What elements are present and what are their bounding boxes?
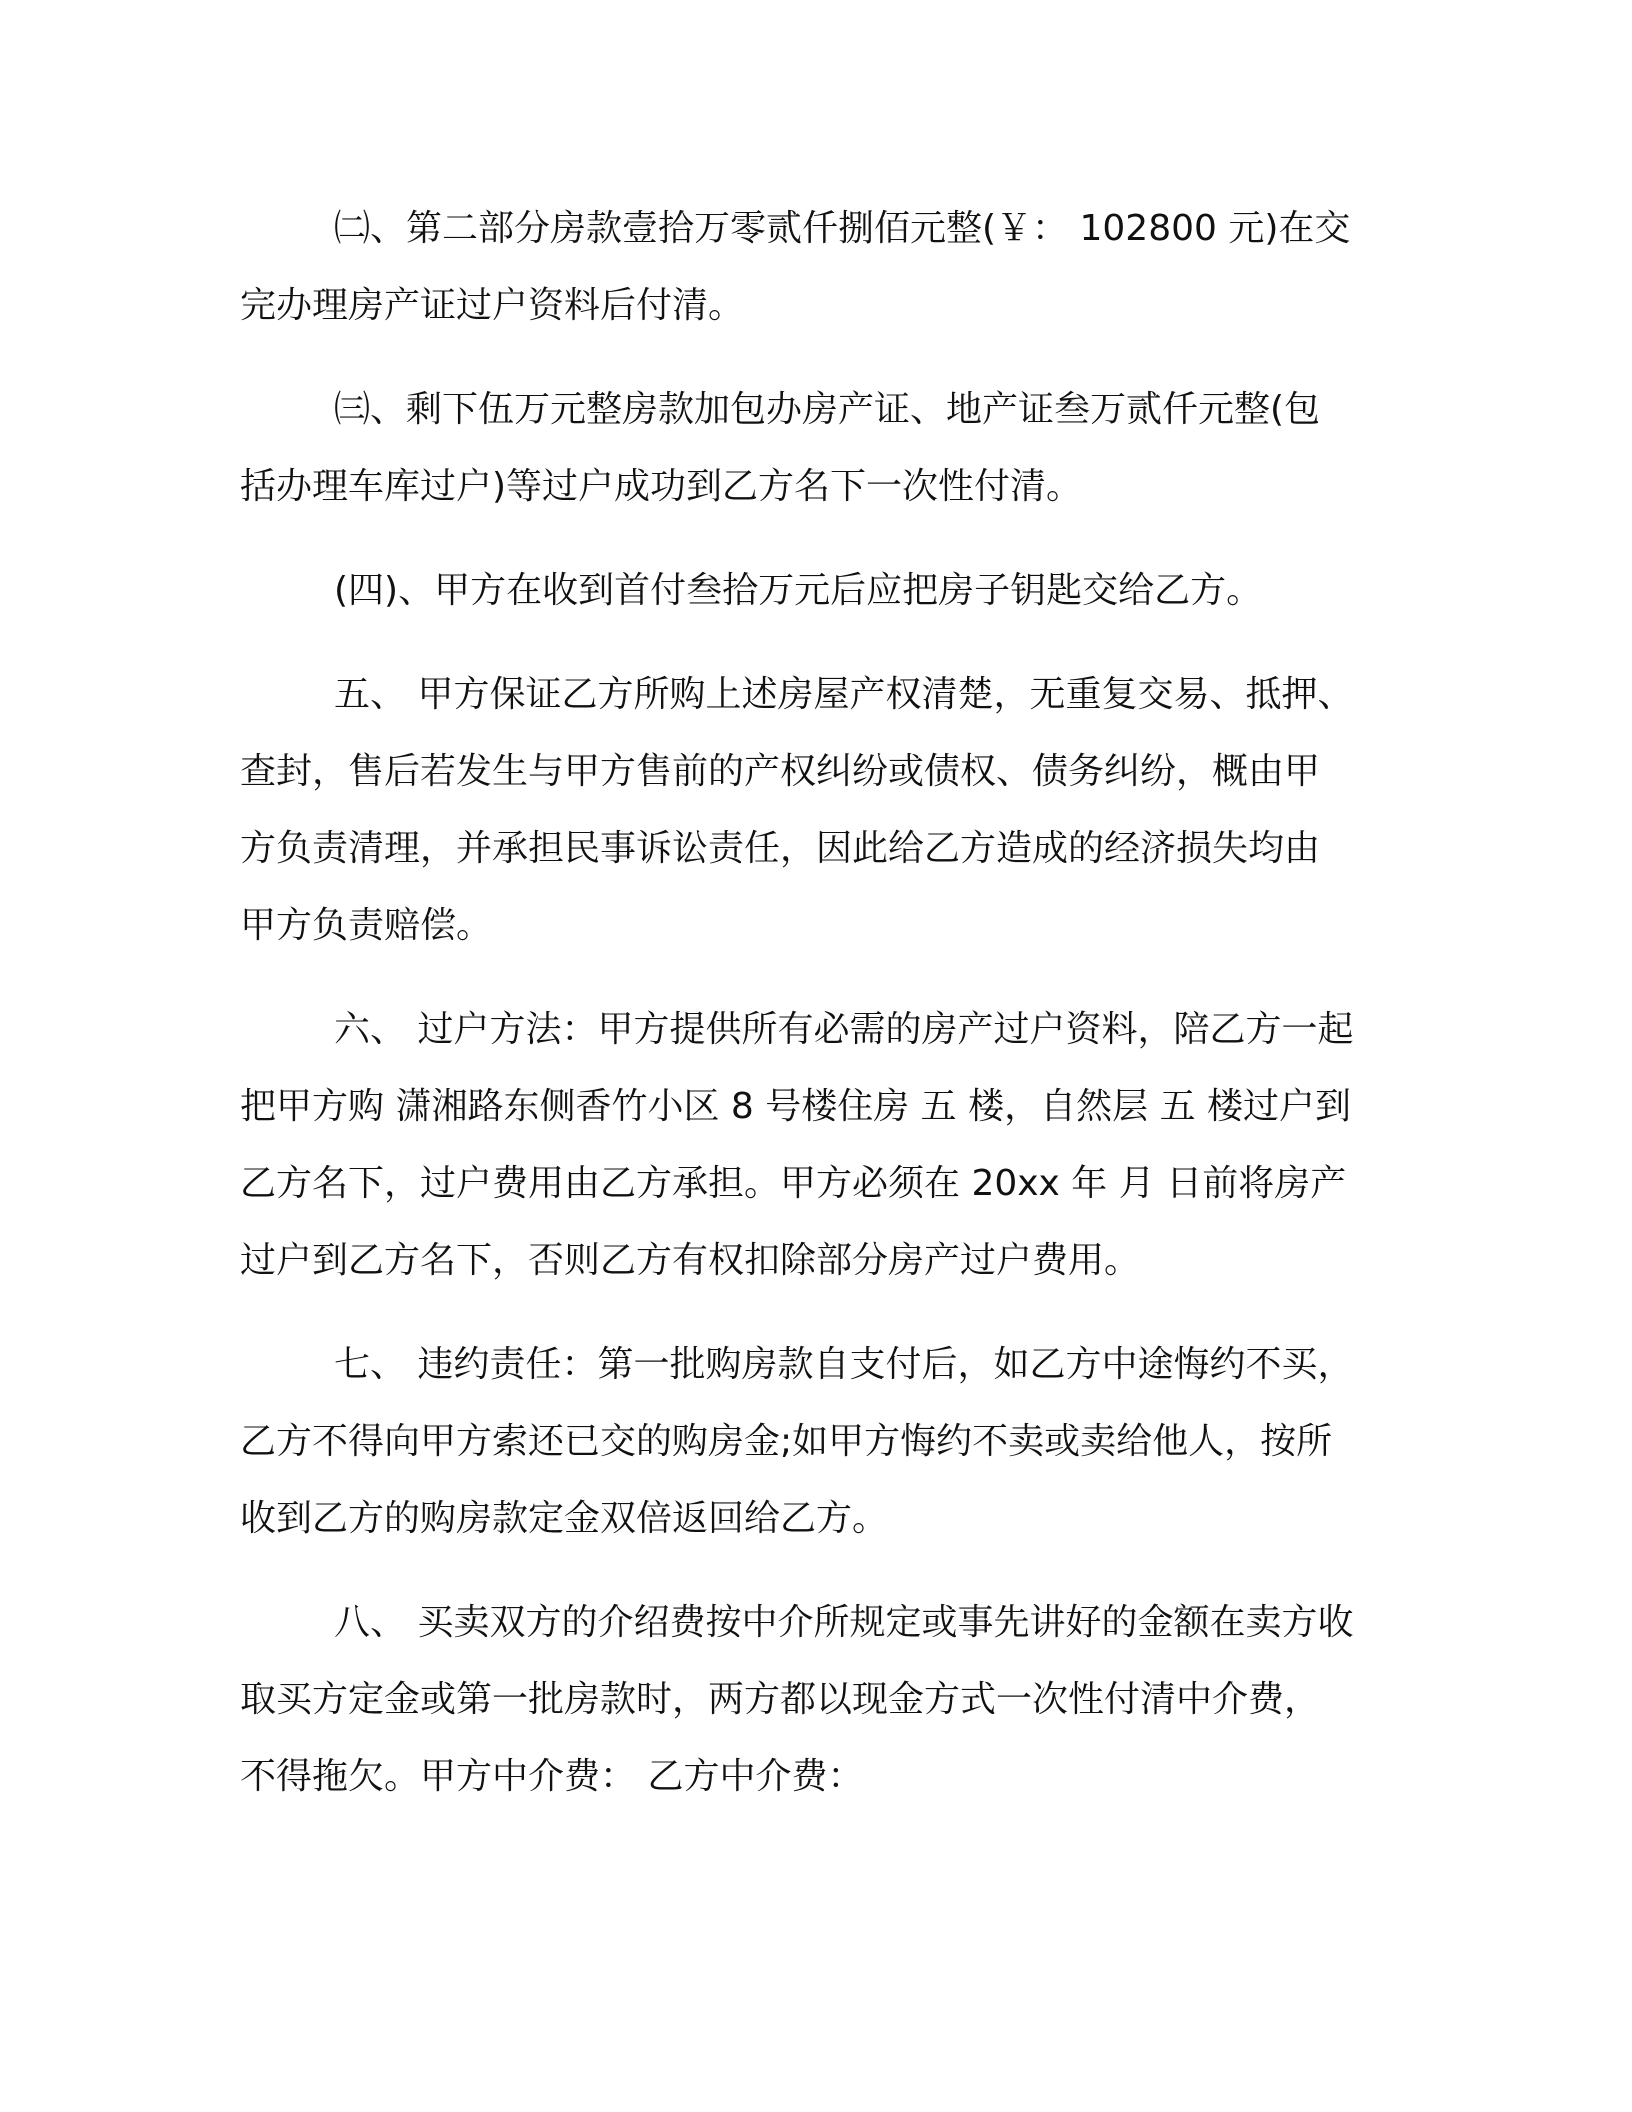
text-line: 七、 违约责任：第一批购房款自支付后，如乙方中途悔约不买， [334, 1344, 1354, 1385]
text-line: 完办理房产证过户资料后付清。 [240, 285, 745, 326]
text-line: 括办理车库过户)等过户成功到乙方名下一次性付清。 [240, 466, 1083, 507]
document-body [240, 190, 1390, 1842]
text-line: 收到乙方的购房款定金双倍返回给乙方。 [240, 1498, 889, 1539]
text-line: 乙方名下，过户费用由乙方承担。甲方必须在 20xx 年 月 日前将房产 [240, 1163, 1347, 1204]
text-line: 六、 过户方法：甲方提供所有必需的房产过户资料，陪乙方一起 [334, 1009, 1354, 1050]
text-line: 把甲方购 潇湘路东侧香竹小区 8 号楼住房 五 楼，自然层 五 楼过户到 [240, 1086, 1352, 1127]
text-line: 方负责清理，并承担民事诉讼责任，因此给乙方造成的经济损失均由 [240, 828, 1321, 869]
clause-4-key-handover [240, 552, 1390, 629]
text-line: 取买方定金或第一批房款时，两方都以现金方式一次性付清中介费， [240, 1679, 1321, 1720]
text-line: ㈢、剩下伍万元整房款加包办房产证、地产证叁万贰仟元整(包 [334, 389, 1321, 430]
clause-7-breach-liability [240, 1326, 1390, 1557]
clause-3-remaining-payment [240, 371, 1390, 525]
clause-6-transfer-method [240, 991, 1390, 1299]
text-line: 查封，售后若发生与甲方售前的产权纠纷或债权、债务纠纷，概由甲 [240, 751, 1321, 792]
text-line: 过户到乙方名下，否则乙方有权扣除部分房产过户费用。 [240, 1240, 1141, 1281]
text-line: 八、 买卖双方的介绍费按中介所规定或事先讲好的金额在卖方收 [334, 1602, 1354, 1643]
text-line: (四)、甲方在收到首付叁拾万元后应把房子钥匙交给乙方。 [334, 570, 1263, 611]
text-line: 五、 甲方保证乙方所购上述房屋产权清楚，无重复交易、抵押、 [334, 674, 1354, 715]
clause-2-second-payment [240, 190, 1390, 344]
text-line: ㈡、第二部分房款壹拾万零贰仟捌佰元整(￥： 102800 元)在交 [334, 208, 1351, 249]
text-line: 乙方不得向甲方索还已交的购房金;如甲方悔约不卖或卖给他人，按所 [240, 1421, 1333, 1462]
text-line: 甲方负责赔偿。 [240, 905, 493, 946]
clause-8-agency-fee [240, 1584, 1390, 1815]
clause-5-property-rights [240, 656, 1390, 964]
text-line: 不得拖欠。甲方中介费： 乙方中介费： [240, 1756, 864, 1797]
